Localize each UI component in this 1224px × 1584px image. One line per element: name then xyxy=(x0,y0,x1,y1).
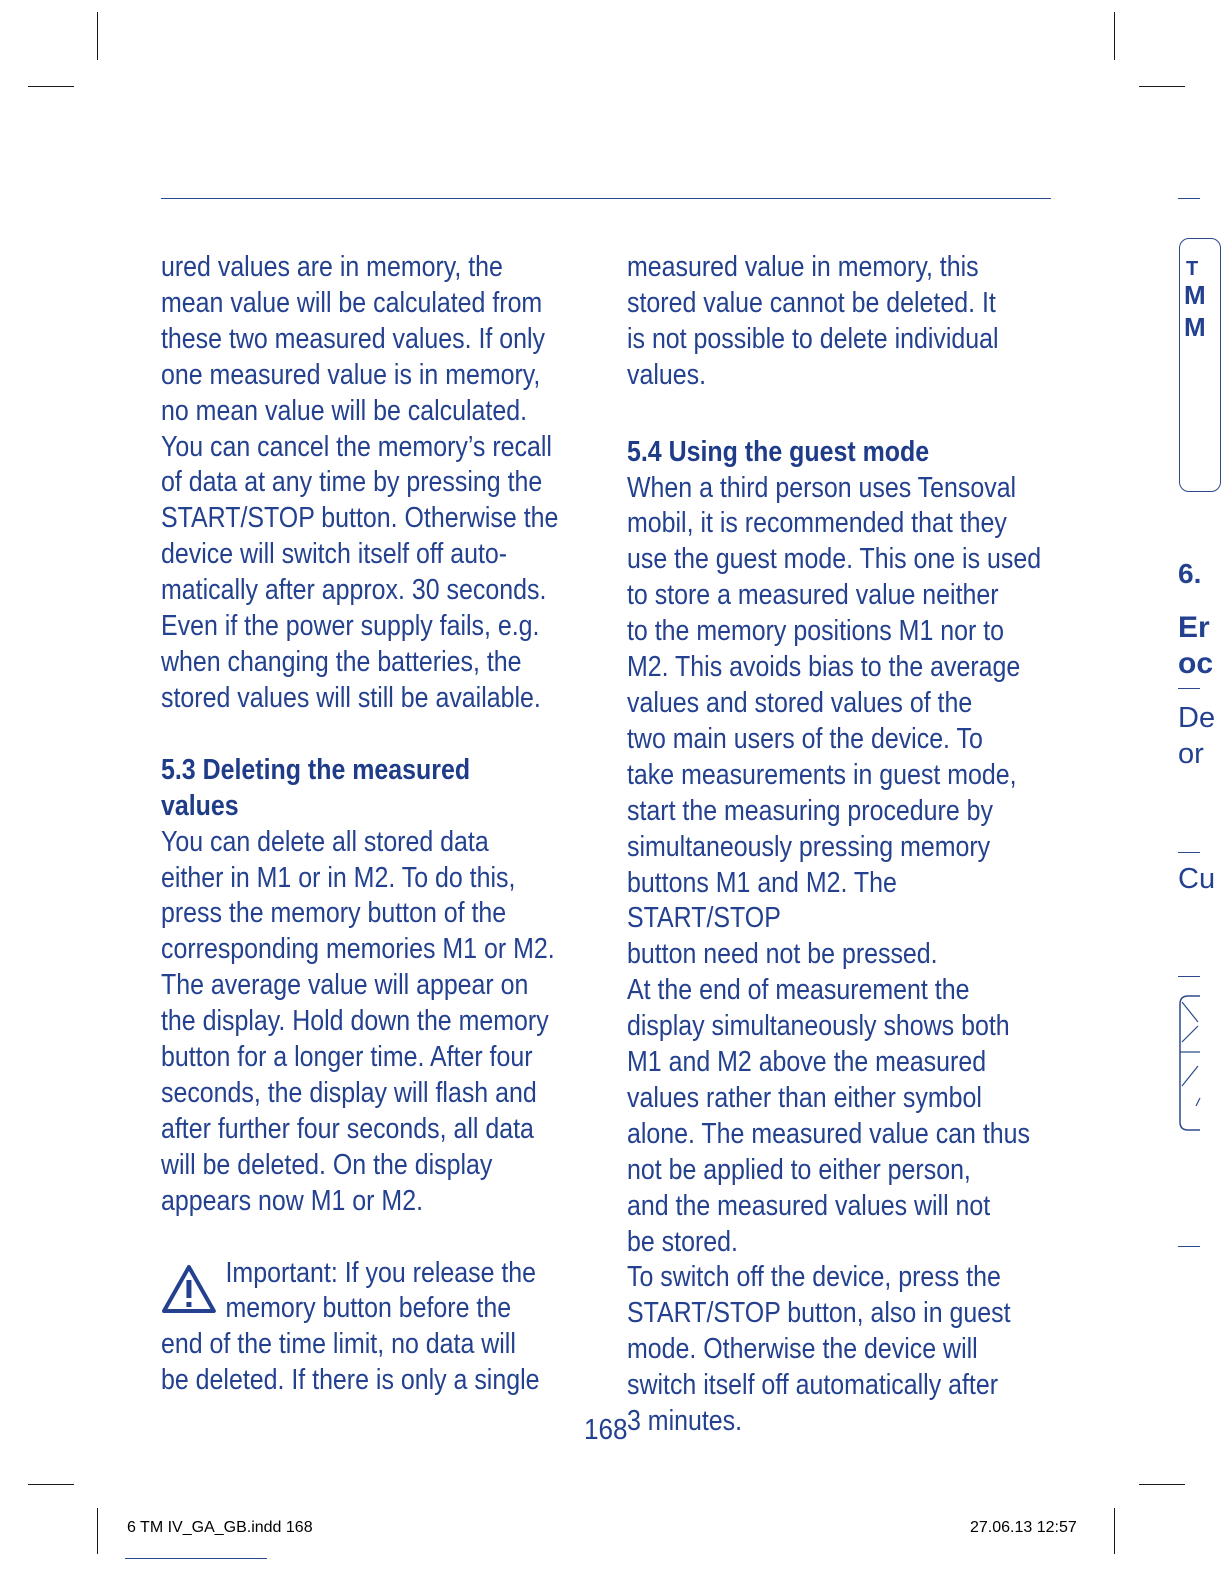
crop-mark xyxy=(1114,1508,1115,1554)
text-line: matically after approx. 30 seconds. xyxy=(161,574,547,607)
slug-underline xyxy=(125,1558,267,1559)
text-line: device will switch itself off auto- xyxy=(161,538,508,571)
important-note xyxy=(161,1256,591,1400)
crop-mark xyxy=(97,12,98,60)
text-line: be stored. xyxy=(627,1225,738,1258)
text-line: of data at any time by pressing the xyxy=(161,466,543,499)
text-line: these two measured values. If only xyxy=(161,322,546,355)
next-page-line: Cu xyxy=(1178,863,1216,895)
text-line: switch itself off automatically after xyxy=(627,1369,999,1402)
text-line: display simultaneously shows both xyxy=(627,1010,1010,1043)
next-page-rule xyxy=(1178,1246,1200,1247)
text-line: values rather than either symbol xyxy=(627,1081,982,1114)
text-line: is not possible to delete individual xyxy=(627,322,999,355)
box-letter: M xyxy=(1184,280,1206,310)
text-line: memory button before the xyxy=(225,1292,512,1325)
text-line: You can delete all stored data xyxy=(161,825,489,858)
text-line: You can cancel the memory’s recall xyxy=(161,430,552,463)
text-line: stored values will still be available. xyxy=(161,681,541,714)
page-number: 168 xyxy=(584,1414,628,1446)
text-line: one measured value is in memory, xyxy=(161,358,541,391)
left-paragraph-1 xyxy=(161,250,591,717)
next-page-diagram-fragment xyxy=(1178,994,1202,1132)
crop-mark xyxy=(28,1484,74,1485)
right-paragraph-2 xyxy=(627,471,1057,1440)
heading-line: values xyxy=(161,789,239,822)
header-rule xyxy=(161,198,1051,199)
text-line: appears now M1 or M2. xyxy=(161,1184,424,1217)
text-line: mode. Otherwise the device will xyxy=(627,1333,978,1366)
text-line: M2. This avoids bias to the average xyxy=(627,651,1021,684)
next-page-rule xyxy=(1178,852,1200,853)
next-section-number: 6. xyxy=(1178,558,1202,589)
slug-filename: 6 TM IV_GA_GB.indd 168 xyxy=(127,1519,313,1536)
box-letter: T xyxy=(1186,258,1199,280)
box-letter: M xyxy=(1184,312,1206,342)
text-line: If you release the xyxy=(344,1256,537,1289)
next-page-rule xyxy=(1178,976,1200,977)
text-line: simultaneously pressing memory xyxy=(627,830,991,863)
crop-mark xyxy=(1139,86,1185,87)
text-line: START/STOP button. Otherwise the xyxy=(161,502,559,535)
next-page-line: De xyxy=(1178,702,1216,734)
important-text xyxy=(161,1256,591,1400)
section-heading-5-4: 5.4 Using the guest mode xyxy=(627,435,930,468)
text-line: alone. The measured value can thus xyxy=(627,1117,1031,1150)
text-line: mean value will be calculated from xyxy=(161,286,543,319)
text-line: buttons M1 and M2. The START/STOP xyxy=(627,866,897,935)
text-line: values and stored values of the xyxy=(627,686,973,719)
text-line: The average value will appear on xyxy=(161,969,529,1002)
section-heading-5-3 xyxy=(161,753,591,825)
important-label: Important: xyxy=(225,1256,338,1289)
text-line: the display. Hold down the memory xyxy=(161,1005,549,1038)
text-line: when changing the batteries, the xyxy=(161,645,522,678)
text-line: will be deleted. On the display xyxy=(161,1148,493,1181)
crop-mark xyxy=(97,1508,98,1554)
left-paragraph-2 xyxy=(161,825,591,1220)
text-line: At the end of measurement the xyxy=(627,974,970,1007)
text-line: mobil, it is recommended that they xyxy=(627,507,1007,540)
right-column xyxy=(627,250,1057,1440)
warning-triangle-icon xyxy=(161,1264,217,1314)
text-line: after further four seconds, all data xyxy=(161,1112,534,1145)
next-page-rule xyxy=(1178,688,1200,689)
crop-mark xyxy=(28,86,74,87)
text-line: end of the time limit, no data will xyxy=(161,1328,516,1361)
text-line: no mean value will be calculated. xyxy=(161,394,528,427)
left-column xyxy=(161,250,591,1399)
crop-mark xyxy=(1114,12,1115,60)
text-line: stored value cannot be deleted. It xyxy=(627,286,996,319)
text-line: not be applied to either person, xyxy=(627,1153,971,1186)
text-line: button for a longer time. After four xyxy=(161,1041,533,1074)
text-line: values. xyxy=(627,358,707,391)
text-line: to the memory positions M1 nor to xyxy=(627,615,1005,648)
text-line: start the measuring procedure by xyxy=(627,794,993,827)
text-line: ured values are in memory, the xyxy=(161,251,503,283)
text-line: either in M1 or in M2. To do this, xyxy=(161,861,516,894)
right-paragraph-1 xyxy=(627,250,1057,394)
next-page-rule xyxy=(1178,198,1200,199)
text-line: To switch off the device, press the xyxy=(627,1261,1001,1294)
text-line: take measurements in guest mode, xyxy=(627,758,1017,791)
text-line: use the guest mode. This one is used xyxy=(627,543,1042,576)
slug-datetime: 27.06.13 12:57 xyxy=(970,1519,1077,1536)
text-line: corresponding memories M1 or M2. xyxy=(161,933,555,966)
next-page-line: or xyxy=(1178,738,1204,770)
heading-line: 5.3 Deleting the measured xyxy=(161,753,471,786)
text-line: press the memory button of the xyxy=(161,897,507,930)
next-page-line: Er xyxy=(1178,611,1210,644)
text-line: measured value in memory, this xyxy=(627,251,979,283)
text-line: M1 and M2 above the measured xyxy=(627,1046,987,1079)
text-line: button need not be pressed. xyxy=(627,938,938,971)
next-page-line: oc xyxy=(1178,647,1214,680)
text-line: and the measured values will not xyxy=(627,1189,991,1222)
text-line: be deleted. If there is only a single xyxy=(161,1364,540,1397)
text-line: to store a measured value neither xyxy=(627,579,999,612)
text-line: START/STOP button, also in guest xyxy=(627,1297,1011,1330)
text-line: seconds, the display will flash and xyxy=(161,1076,537,1109)
text-line: 3 minutes. xyxy=(627,1405,743,1438)
text-line: two main users of the device. To xyxy=(627,722,983,755)
text-line: When a third person uses Tensoval xyxy=(627,471,1017,504)
crop-mark xyxy=(1139,1484,1185,1485)
text-line: Even if the power supply fails, e.g. xyxy=(161,610,540,643)
